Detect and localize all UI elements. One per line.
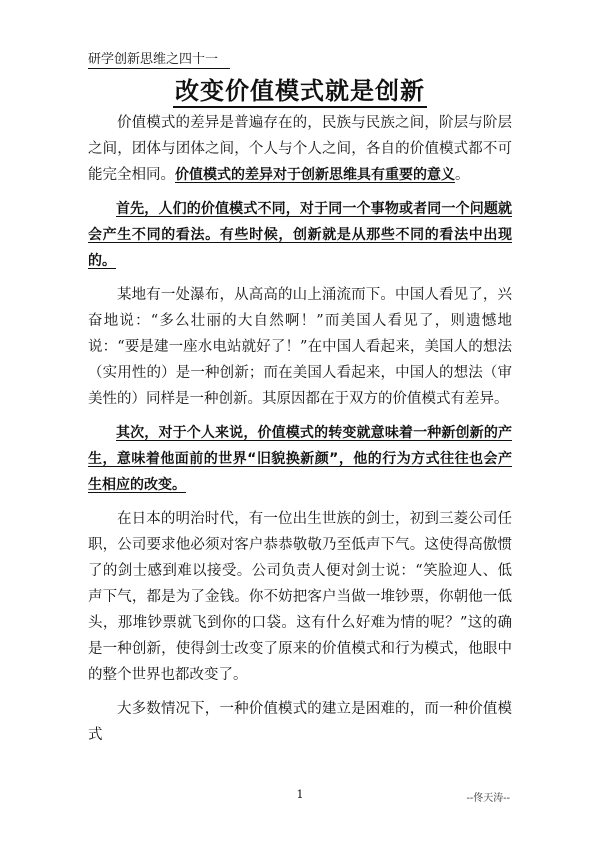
page-number: 1 <box>296 788 304 801</box>
page-title-text: 改变价值模式就是创新 <box>173 77 427 108</box>
paragraph-intro-text: 价值模式的差异是普遍存在的，民族与民族之间，阶层与阶层之间，团体与团体之间，个人与个人之间，各自的价值模式都不可能完全相同。 <box>88 115 512 183</box>
paragraph-intro-emphasis: 价值模式的差异对于创新思维具有重要的意义 <box>175 167 455 183</box>
paragraph-second-point: 其次，对于个人来说，价值模式的转变就意味着一种新创新的产生，意味着他面前的世界“旧貌换新颜”，他的行为方式往往也会产生相应的改变。 <box>88 425 512 493</box>
paragraph-first-point: 首先，人们的价值模式不同，对于同一个事物或者同一个问题就会产生不同的看法。有些时候，创新就是从那些不同的看法中出现的。 <box>88 201 512 269</box>
page-title <box>0 76 600 106</box>
paragraph-waterfall-example: 某地有一处瀑布，从高高的山上涌流而下。中国人看见了，兴奋地说：“多么壮丽的大自然啊！”而美国人看见了，则遗憾地说：“要是建一座水电站就好了！”在中国人看起来，美国人的想法（实用性的）是一种创新；而在美国人看起来，中国人的想法（审美性的）同样是一种创新。其原因都在于双方的价值模式有差异。 <box>88 287 512 407</box>
paragraph-swordsman-example: 在日本的明治时代，有一位出生世族的剑士，初到三菱公司任职，公司要求他必须对客户恭恭敬敬乃至低声下气。这使得高傲惯了的剑士感到难以接受。公司负责人便对剑士说：“笑脸迎人、低声下气，都是为了金钱。你不妨把客户当做一堆钞票，你朝他一低头，那堆钞票就飞到你的口袋。这有什么好难为情的呢？”这的确是一种创新，使得剑士改变了原来的价值模式和行为模式，他眼中的整个世界也都改变了。 <box>88 511 512 683</box>
paragraph-intro-end: 。 <box>455 167 470 183</box>
article-body <box>88 110 512 756</box>
paragraph-closing: 大多数情况下，一种价值模式的建立是困难的，而一种价值模式 <box>88 701 512 743</box>
paragraph-intro <box>88 110 512 188</box>
series-label: 研学创新思维之四十一 <box>88 52 230 69</box>
author-signature: --佟天涛-- <box>466 793 510 804</box>
